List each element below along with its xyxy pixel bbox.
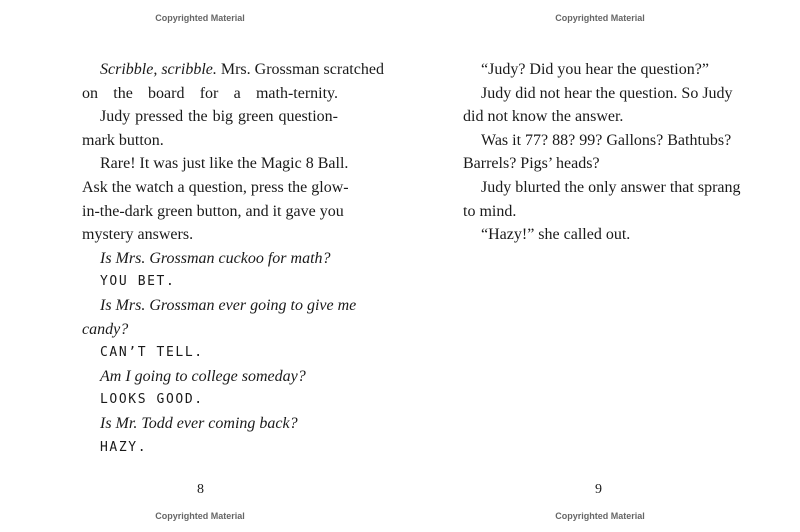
page-number: 9 xyxy=(595,482,602,497)
copyright-notice-bottom: Copyrighted Material xyxy=(155,511,245,521)
right-page xyxy=(400,0,800,532)
text-line: on the board for a math-ternity. xyxy=(82,84,338,102)
body-text xyxy=(82,58,384,459)
text-line: Judy pressed the big green question- xyxy=(100,108,338,126)
text-line: “Hazy!” she called out. xyxy=(481,226,631,244)
watch-question: Is Mr. Todd ever coming back? xyxy=(100,414,298,432)
text-line: mystery answers. xyxy=(82,226,194,244)
text-line: in-the-dark green button, and it gave you xyxy=(82,202,344,220)
watch-answer: CAN’T TELL. xyxy=(100,345,204,361)
text-line: to mind. xyxy=(463,202,517,220)
watch-answer: YOU BET. xyxy=(100,274,176,290)
watch-answer: HAZY. xyxy=(100,439,148,455)
body-text xyxy=(463,58,741,247)
copyright-notice-top: Copyrighted Material xyxy=(155,13,245,23)
text-line: Judy did not hear the question. So Judy xyxy=(481,84,733,102)
text-line: Ask the watch a question, press the glow- xyxy=(82,178,349,196)
text-line: mark button. xyxy=(82,131,164,149)
text-line: Rare! It was just like the Magic 8 Ball. xyxy=(100,155,349,173)
text-line: did not know the answer. xyxy=(463,108,624,126)
watch-answer: LOOKS GOOD. xyxy=(100,392,204,408)
watch-question: candy? xyxy=(82,320,129,338)
line-text: Mrs. Grossman scratched xyxy=(216,61,384,78)
italic-lead: Scribble, scribble. xyxy=(100,61,217,78)
watch-question: Is Mrs. Grossman cuckoo for math? xyxy=(100,249,331,267)
text-line xyxy=(82,58,384,82)
copyright-notice-bottom: Copyrighted Material xyxy=(555,511,645,521)
watch-question: Am I going to college someday? xyxy=(100,367,306,385)
copyright-notice-top: Copyrighted Material xyxy=(555,13,645,23)
watch-question: Is Mrs. Grossman ever going to give me xyxy=(100,296,357,314)
text-line: Barrels? Pigs’ heads? xyxy=(463,155,600,173)
text-line: “Judy? Did you hear the question?” xyxy=(481,61,709,78)
page-number: 8 xyxy=(197,482,204,497)
text-line: Judy blurted the only answer that sprang xyxy=(481,178,741,196)
text-line: Was it 77? 88? 99? Gallons? Bathtubs? xyxy=(481,131,732,149)
